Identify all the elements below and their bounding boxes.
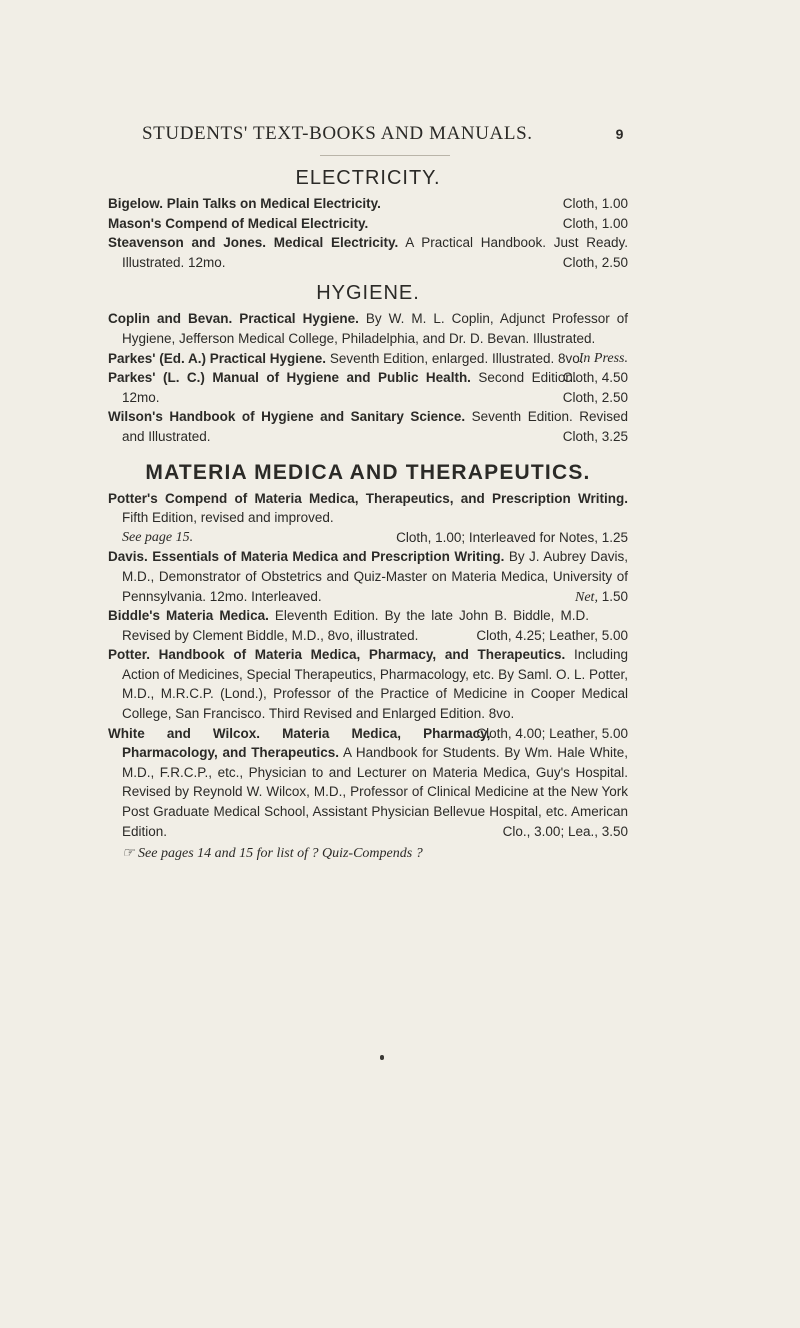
book-description: By W. M. L. Coplin, Adjunct Professor of Hygiene, Jefferson Medical College, Philadelphia, and Dr. D. Bevan. Illustrated. [122, 311, 628, 346]
book-price: Cloth, 1.00 [562, 196, 628, 211]
ink-speck [380, 1055, 384, 1060]
section-heading-materia-medica: MATERIA MEDICA AND THERAPEUTICS. [145, 460, 591, 484]
book-title: Parkes' (L. C.) Manual of Hygiene and Public Health. [108, 370, 471, 386]
book-title: Mason's Compend of Medical Electricity. [108, 215, 369, 231]
book-title: Parkes' (Ed. A.) Practical Hygiene. [108, 350, 327, 366]
book-description: Seventh Edition, enlarged. Illustrated. 8vo. [329, 350, 584, 366]
running-title: STUDENTS' TEXT-BOOKS AND MANUALS. [142, 123, 533, 144]
book-price: In Press. [578, 350, 628, 366]
book-entry [108, 489, 628, 548]
book-title: White and Wilcox. Materia Medica, Pharmacy, Pharmacology, and Therapeutics. [108, 725, 491, 761]
book-description: By J. Aubrey Davis, M.D., Demonstrator of Obstetrics and Quiz-Master on Materia Medica, University of Pennsylvania. 12mo. Interleaved. [122, 549, 628, 604]
running-head [142, 123, 624, 145]
book-title: Biddle's Materia Medica. [108, 608, 269, 624]
book-price: Clo., 3.00; Lea., 3.50 [502, 823, 628, 839]
book-description: A Practical Handbook. Just Ready. Illustrated. 12mo. [122, 235, 628, 270]
book-price: Cloth, 3.25 [562, 428, 628, 444]
book-description: A Handbook for Students. By Wm. Hale White, M.D., F.R.C.P., etc., Physician to and Lecturer on Materia Medica, Guy's Hospital. Revised by Reynold W. Wilcox, M.D., Professor of Clinical Medicine at the New York Post Graduate Medical School, Assistant Physician Bellevue Hospital, etc. American Edition. [122, 745, 628, 839]
book-price: Cloth, 1.00 [562, 215, 628, 231]
book-price: Cloth, 4.00; Leather, 5.00 [476, 725, 628, 741]
book-entry [108, 547, 628, 606]
page-number: 9 [615, 126, 624, 142]
book-entry [108, 194, 628, 214]
book-price: Cloth, 2.50 [562, 389, 628, 405]
book-price: Cloth, 4.50 [562, 370, 628, 386]
see-page-note: See page 15. [122, 529, 194, 545]
quiz-compends-footnote: ☞ See pages 14 and 15 for list of ? Quiz-Compends ? [122, 846, 423, 862]
book-title: Coplin and Bevan. Practical Hygiene. [108, 311, 359, 327]
book-description: Second Edition. 12mo. [122, 370, 577, 405]
book-entry [108, 407, 628, 446]
book-description: Fifth Edition, revised and improved. [122, 510, 334, 526]
book-price: 1.50 [601, 588, 628, 604]
net-price-label: Net, [575, 589, 598, 605]
book-title: Steavenson and Jones. Medical Electricity. [108, 235, 399, 251]
book-title: Bigelow. Plain Talks on Medical Electricity. [108, 196, 381, 211]
book-description: Seventh Edition. Revised and Illustrated. [122, 409, 628, 444]
book-entry [108, 368, 628, 407]
book-entry [108, 645, 628, 741]
book-price: Cloth, 4.25; Leather, 5.00 [476, 627, 628, 643]
section-heading-electricity: ELECTRICITY. [295, 167, 441, 189]
book-entry [108, 606, 628, 645]
book-price: Cloth, 2.50 [562, 254, 628, 270]
book-price: Cloth, 1.00; Interleaved for Notes, 1.25 [396, 529, 628, 545]
book-title: Potter's Compend of Materia Medica, Therapeutics, and Prescription Writing. [108, 490, 628, 506]
page-content [108, 167, 628, 862]
book-description: Including Action of Medicines, Special Therapeutics, Pharmacology, etc. By Saml. O. L. Potter, M.D., M.R.C.P. (Lond.), Professor of the Practice of Medicine in Cooper Medical College, San Francisco. Third Revised and Enlarged Edition. 8vo. [122, 647, 628, 722]
section-heading-hygiene: HYGIENE. [316, 282, 420, 305]
book-entry [108, 214, 628, 234]
book-title: Wilson's Handbook of Hygiene and Sanitary Science. [108, 409, 466, 425]
header-rule [320, 155, 450, 156]
book-entry [108, 233, 628, 272]
book-description: Eleventh Edition. By the late John B. Biddle, M.D. Revised by Clement Biddle, M.D., 8vo, illustrated. [122, 608, 589, 643]
book-title: Potter. Handbook of Materia Medica, Pharmacy, and Therapeutics. [108, 647, 566, 663]
book-title: Davis. Essentials of Materia Medica and Prescription Writing. [108, 549, 505, 565]
